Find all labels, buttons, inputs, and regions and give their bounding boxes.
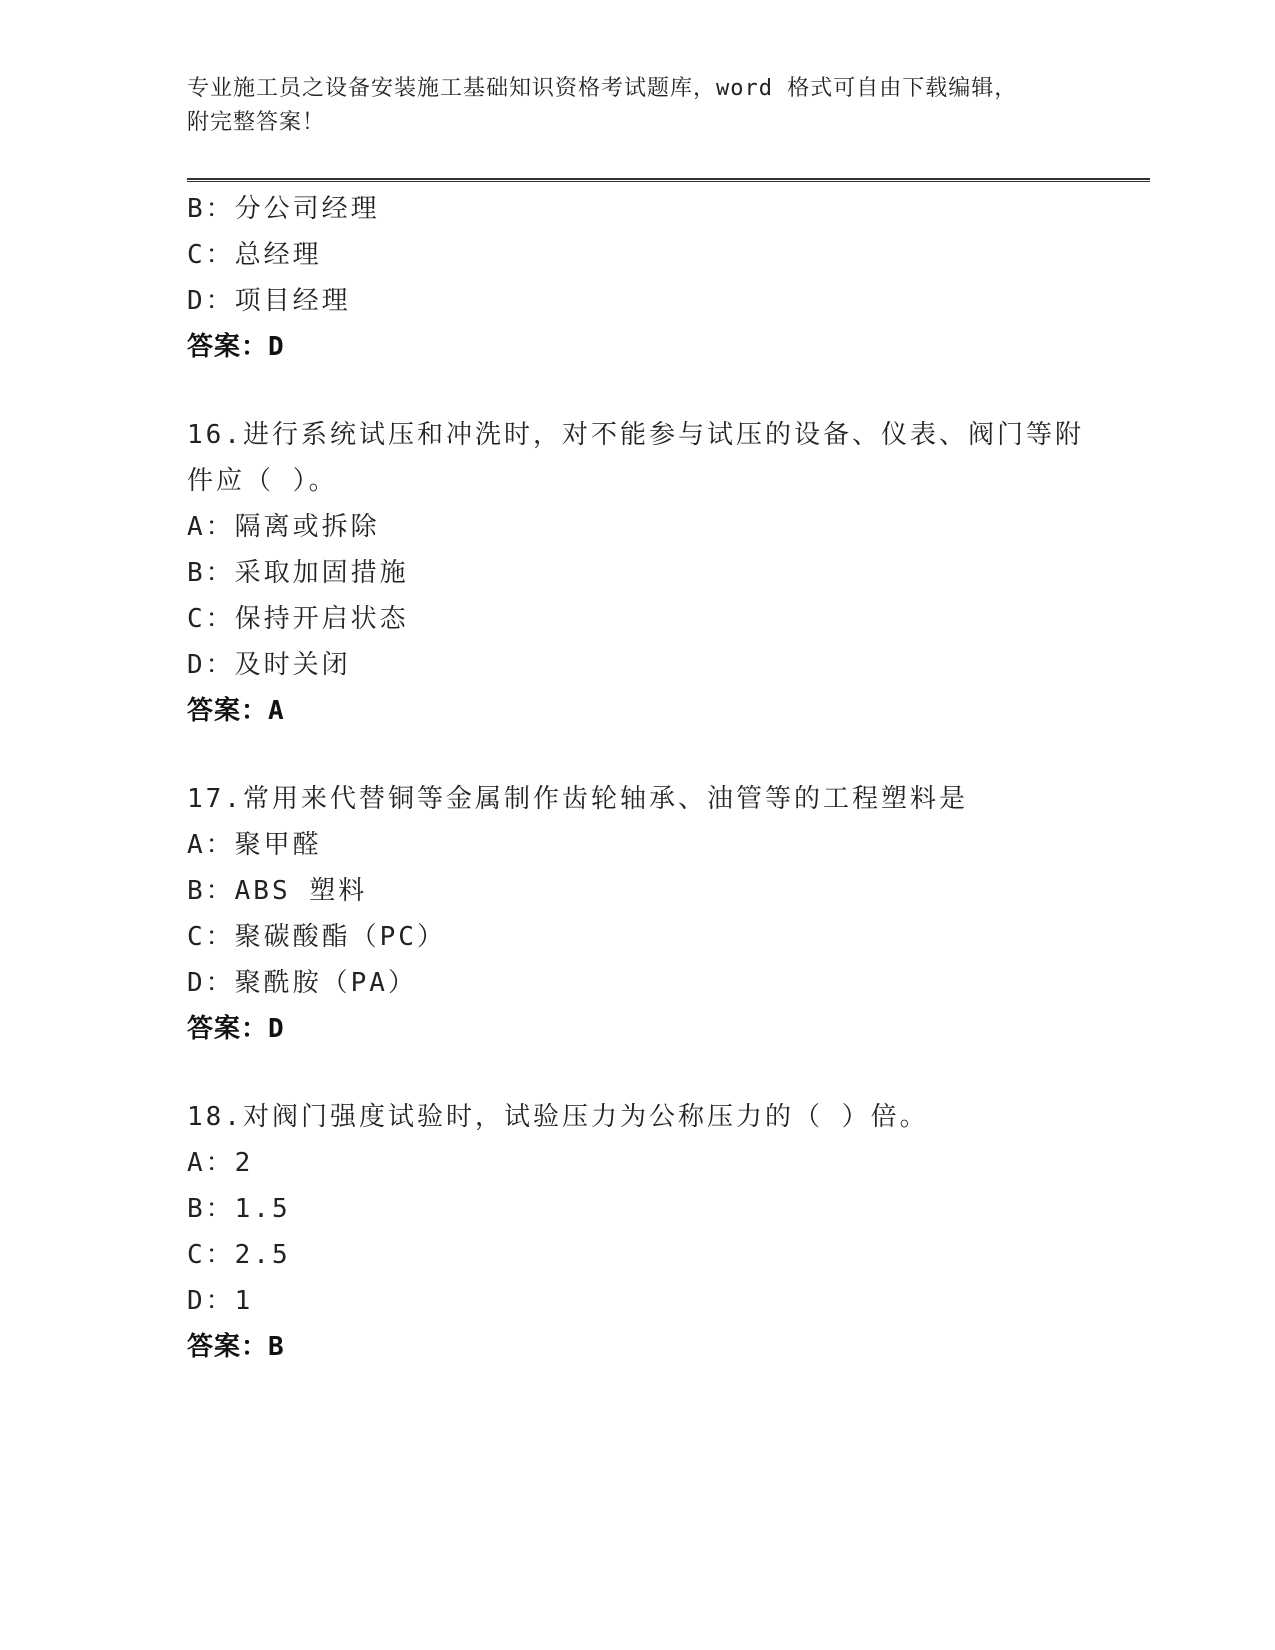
option-b: B：分公司经理 — [187, 194, 380, 224]
answer-line: 答案：B — [187, 1332, 285, 1362]
document-header — [187, 72, 1087, 140]
question-stem: 17.常用来代替铜等金属制作齿轮轴承、油管等的工程塑料是 — [187, 784, 968, 814]
option-a: A：隔离或拆除 — [187, 512, 380, 542]
question-stem-cont: 件应（ ）。 — [187, 466, 338, 496]
option-c: C：保持开启状态 — [187, 604, 409, 634]
option-d: D：项目经理 — [187, 286, 351, 316]
option-b: B：ABS 塑料 — [187, 876, 368, 906]
option-d: D：及时关闭 — [187, 650, 351, 680]
option-a: A：聚甲醛 — [187, 830, 322, 860]
question-16 — [187, 412, 1150, 734]
option-c: C：2.5 — [187, 1240, 291, 1270]
option-c: C：总经理 — [187, 240, 322, 270]
question-list — [187, 186, 1150, 1370]
option-d: D：聚酰胺（PA） — [187, 968, 417, 998]
question-18 — [187, 1094, 1150, 1370]
option-d: D：1 — [187, 1286, 254, 1316]
answer-line: 答案：D — [187, 332, 285, 362]
answer-line: 答案：D — [187, 1014, 285, 1044]
option-b: B：1.5 — [187, 1194, 291, 1224]
option-a: A：2 — [187, 1148, 254, 1178]
option-b: B：采取加固措施 — [187, 558, 409, 588]
header-divider — [187, 178, 1150, 182]
question-17 — [187, 776, 1150, 1052]
answer-line: 答案：A — [187, 696, 285, 726]
question-stem: 18.对阀门强度试验时，试验压力为公称压力的（ ）倍。 — [187, 1102, 929, 1132]
question-15-continued — [187, 186, 1150, 370]
option-c: C：聚碳酸酯（PC） — [187, 922, 446, 952]
question-stem: 16.进行系统试压和冲洗时，对不能参与试压的设备、仪表、阀门等附 — [187, 420, 1084, 450]
header-line-1: 专业施工员之设备安装施工基础知识资格考试题库，word 格式可自由下载编辑， — [187, 76, 1018, 101]
header-line-2: 附完整答案！ — [187, 110, 326, 135]
